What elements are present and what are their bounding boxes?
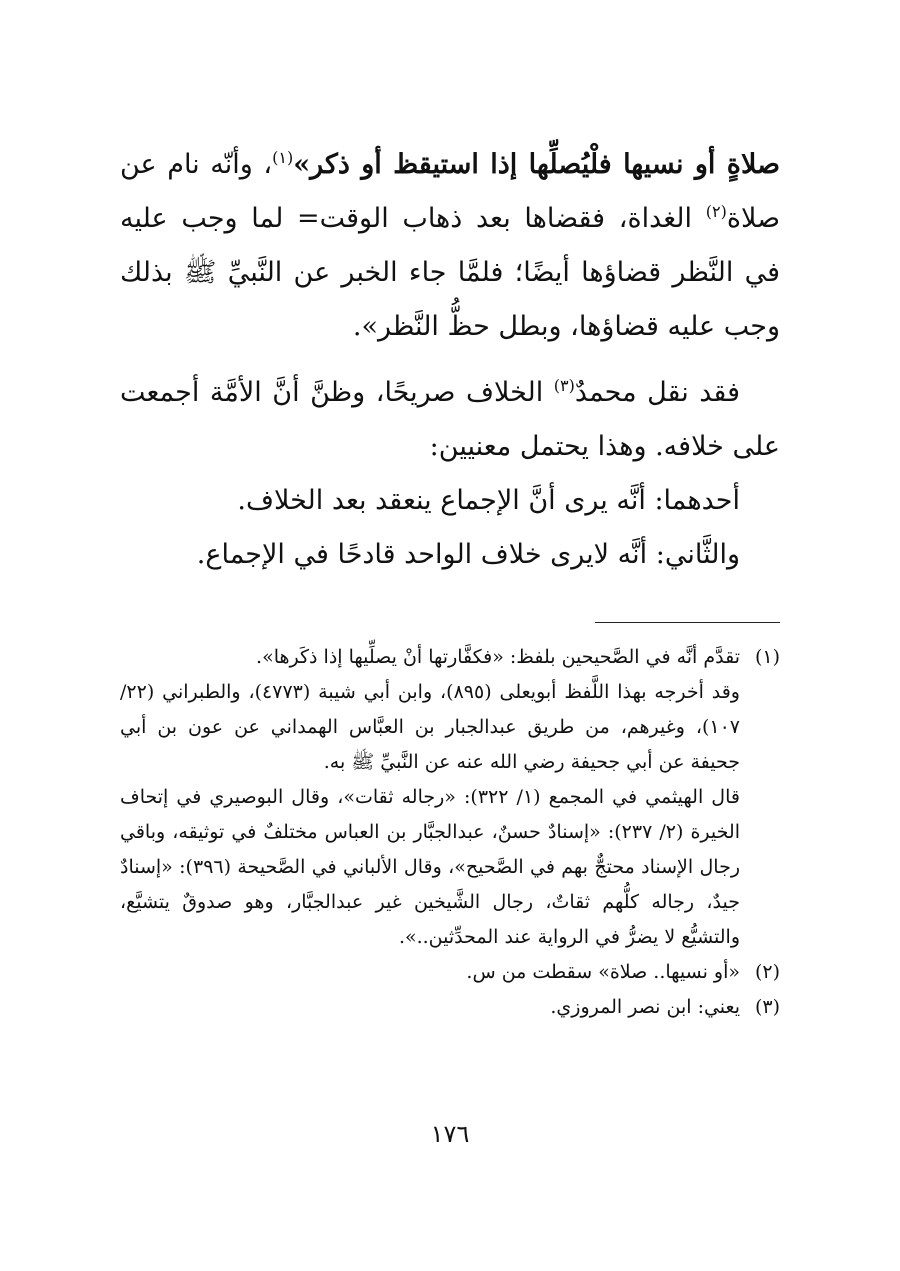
text-segment: فقد نقل محمدٌ	[574, 377, 741, 408]
footnote-ref-2: (٢)	[705, 202, 727, 221]
footnote-body	[120, 640, 740, 955]
footnote-line: وقد أخرجه بهذا اللَّفظ أبويعلى (٨٩٥)، وابن أبي شيبة (٤٧٧٣)، والطبراني (٢٢/ ١٠٧)، وغيرهم، من طريق عبدالجبار بن العبَّاس الهمداني عن عون بن أبي جحيفة عن أبي جحيفة رضي الله عنه عن النَّبيِّ ﷺ به.	[120, 681, 740, 773]
footnote-number: (١)	[754, 646, 780, 668]
footnote-line: يعني: ابن نصر المروزي.	[550, 996, 740, 1018]
footnote-1	[120, 640, 780, 955]
footnote-line: «أو نسيها.. صلاة» سقطت من س.	[466, 961, 740, 983]
text-segment: الغداة، فقضاها بعد ذهاب الوقت= لما وجب عليه في النَّظر قضاؤها أيضًا؛ فلمَّا جاء الخبر عن النَّبيِّ ﷺ بذلك وجب عليه قضاؤها، وبطل حظُّ النَّظر».	[120, 203, 780, 342]
page-number: ١٧٦	[430, 1120, 470, 1148]
footnote-body	[120, 990, 740, 1025]
text-segment: ، وأنّه نام عن صلاة	[120, 149, 780, 234]
footnote-separator	[595, 622, 780, 623]
footnote-line: تقدَّم أنَّه في الصَّحيحين بلفظ: «فكفَّارتها أنْ يصلِّيها إذا ذكَرها».	[256, 646, 740, 668]
footnotes	[120, 640, 780, 1025]
footnote-2	[120, 955, 780, 990]
text-segment: الخلاف صريحًا، وظنَّ أنَّ الأمَّة أجمعت على خلافه. وهذا يحتمل معنيين:	[120, 377, 780, 462]
paragraph-3	[120, 474, 780, 528]
text-segment: أحدهما: أنَّه يرى أنَّ الإجماع ينعقد بعد الخلاف.	[237, 485, 740, 516]
footnote-ref-1: (١)	[272, 148, 294, 167]
paragraph-1	[120, 138, 780, 354]
footnote-ref-3: (٣)	[553, 376, 575, 395]
paragraph-4	[120, 528, 780, 582]
hadith-quote: صلاةٍ أو نسيها فلْيُصلِّها إذا استيقظ أو ذكر»	[293, 149, 780, 180]
footnote-3	[120, 990, 780, 1025]
footnote-number: (٢)	[754, 961, 780, 983]
main-text	[120, 138, 780, 582]
footnote-body	[120, 955, 740, 990]
paragraph-2	[120, 366, 780, 474]
footnote-line: قال الهيثمي في المجمع (١/ ٣٢٢): «رجاله ثقات»، وقال البوصيري في إتحاف الخيرة (٢/ ٢٣٧): «إسنادٌ حسنٌ، عبدالجبَّار بن العباس مختلفٌ في توثيقه، وباقي رجال الإسناد محتجٌّ بهم في الصَّحيح»، وقال الألباني في الصَّحيحة (٣٩٦): «إسنادٌ جيدٌ، رجاله كلُّهم ثقاتٌ، رجال الشَّيخين غير عبدالجبَّار، وهو صدوقٌ يتشيَّع، والتشيُّع لا يضرُّ في الرواية عند المحدِّثين..».	[120, 786, 740, 948]
footnote-number: (٣)	[754, 996, 780, 1018]
text-segment: والثَّاني: أنَّه لايرى خلاف الواحد قادحًا في الإجماع.	[196, 539, 740, 570]
